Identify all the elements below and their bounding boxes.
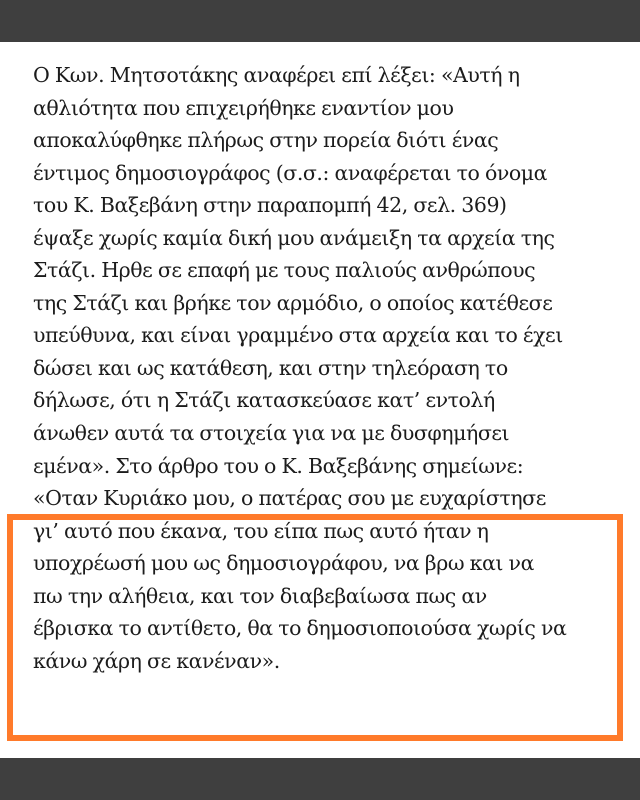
top-bar [0,0,640,42]
text-line: έντιμος δημοσιογράφος (σ.σ.: αναφέρεται το όνομα [33,160,548,185]
quote-line: έβρισκα το αντίθετο, θα το δημοσιοποιούσα χωρίς να [33,616,567,641]
text-line: αποκαλύφθηκε πλήρως στην πορεία διότι ένας [33,128,499,153]
text-line: εμένα». Στο άρθρο του ο Κ. Βαξεβάνης σημείωνε: [33,453,524,478]
text-line: άνωθεν αυτά τα στοιχεία για να με δυσφημήσει [33,421,510,446]
quote-line: πω την αλήθεια, και τον διαβεβαίωσα πως αν [33,583,487,608]
quote-line: κάνω χάρη σε κανέναν». [33,648,280,673]
text-line: Ο Κων. Μητσοτάκης αναφέρει επί λέξει: «Αυτή η [33,63,520,87]
quote-line: υποχρέωσή μου ως δημοσιογράφου, να βρω και να [33,551,534,576]
text-line: υπεύθυνα, και είναι γραμμένο στα αρχεία και το έχει [33,323,563,348]
article-content[interactable] [0,42,640,758]
text-line: αθλιότητα που επιχειρήθηκε εναντίον μου [33,95,454,120]
text-line: της Στάζι και βρήκε τον αρμόδιο, ο οποίος κατέθεσε [33,290,553,315]
text-line: του Κ. Βαξεβάνη στην παραπομπή 42, σελ. 369) [33,193,507,218]
text-line: έψαξε χωρίς καμία δική μου ανάμειξη τα αρχεία της [33,225,555,250]
text-line: δώσει και ως κατάθεση, και στην τηλεόραση το [33,355,508,380]
text-line: δήλωσε, ότι η Στάζι κατασκεύασε κατ’ εντολή [33,388,495,413]
quote-line: «Οταν Κυριάκο μου, ο πατέρας σου με ευχαρίστησε [33,486,546,511]
bottom-bar [0,758,640,800]
text-line: Στάζι. Ηρθε σε επαφή με τους παλιούς ανθρώπους [33,258,536,283]
quote-line: γι’ αυτό που έκανα, του είπα πως αυτό ήταν η [33,518,489,543]
article-paragraph [33,59,633,677]
